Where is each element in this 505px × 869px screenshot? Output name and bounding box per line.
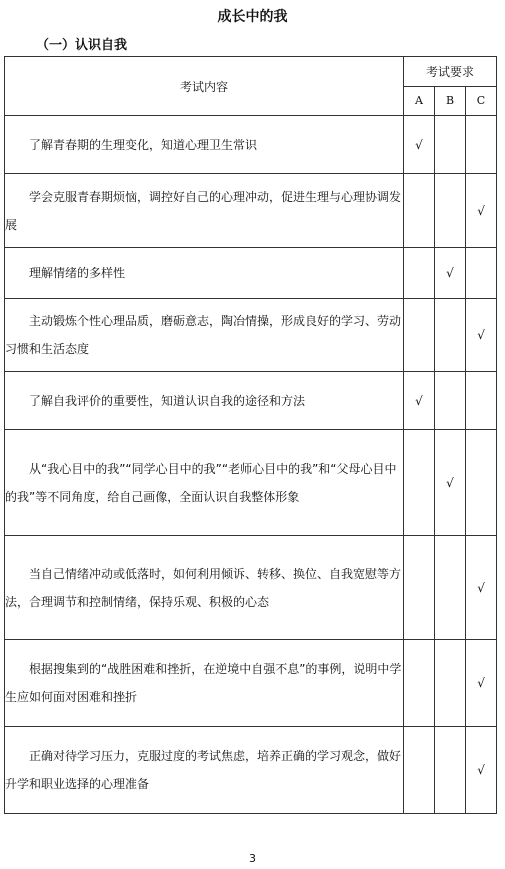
mark-a bbox=[404, 299, 435, 372]
section-title: （一）认识自我 bbox=[36, 38, 128, 53]
row-content: 学会克服青春期烦恼，调控好自己的心理冲动，促进生理与心理协调发展 bbox=[5, 174, 404, 248]
table-row bbox=[5, 727, 497, 814]
exam-requirements-table bbox=[4, 56, 497, 814]
mark-b bbox=[435, 116, 466, 174]
mark-b bbox=[435, 640, 466, 727]
mark-c bbox=[466, 116, 497, 174]
mark-a bbox=[404, 174, 435, 248]
page-title: 成长中的我 bbox=[217, 9, 288, 25]
mark-b bbox=[435, 299, 466, 372]
mark-b bbox=[435, 536, 466, 640]
mark-a bbox=[404, 430, 435, 536]
check-mark-c: √ bbox=[466, 299, 497, 372]
mark-b bbox=[435, 727, 466, 814]
header-requirement: 考试要求 bbox=[404, 57, 497, 87]
header-content: 考试内容 bbox=[5, 57, 404, 116]
table-row bbox=[5, 430, 497, 536]
mark-a bbox=[404, 727, 435, 814]
mark-b bbox=[435, 174, 466, 248]
header-level-b: B bbox=[435, 86, 466, 116]
mark-a bbox=[404, 536, 435, 640]
row-content: 主动锻炼个性心理品质，磨砺意志，陶冶情操，形成良好的学习、劳动习惯和生活态度 bbox=[5, 299, 404, 372]
mark-c bbox=[466, 430, 497, 536]
check-mark-a: √ bbox=[404, 116, 435, 174]
header-level-a: A bbox=[404, 86, 435, 116]
row-content: 正确对待学习压力，克服过度的考试焦虑，培养正确的学习观念，做好升学和职业选择的心理准备 bbox=[5, 727, 404, 814]
table-row bbox=[5, 174, 497, 248]
mark-a bbox=[404, 640, 435, 727]
table-row bbox=[5, 116, 497, 174]
check-mark-c: √ bbox=[466, 727, 497, 814]
table-row bbox=[5, 299, 497, 372]
table-row bbox=[5, 248, 497, 299]
row-content: 根据搜集到的“战胜困难和挫折，在逆境中自强不息”的事例，说明中学生应如何面对困难和挫折 bbox=[5, 640, 404, 727]
mark-c bbox=[466, 372, 497, 430]
row-content: 了解自我评价的重要性，知道认识自我的途径和方法 bbox=[5, 372, 404, 430]
header-level-c: C bbox=[466, 86, 497, 116]
table-row bbox=[5, 640, 497, 727]
check-mark-c: √ bbox=[466, 174, 497, 248]
row-content: 了解青春期的生理变化，知道心理卫生常识 bbox=[5, 116, 404, 174]
page-number: 3 bbox=[249, 852, 256, 865]
row-content: 当自己情绪冲动或低落时，如何利用倾诉、转移、换位、自我宽慰等方法，合理调节和控制情绪，保持乐观、积极的心态 bbox=[5, 536, 404, 640]
check-mark-b: √ bbox=[435, 248, 466, 299]
mark-c bbox=[466, 248, 497, 299]
check-mark-c: √ bbox=[466, 640, 497, 727]
row-content: 从“我心目中的我”“同学心目中的我”“老师心目中的我”和“父母心目中的我”等不同角度，给自己画像，全面认识自我整体形象 bbox=[5, 430, 404, 536]
mark-a bbox=[404, 248, 435, 299]
table-row bbox=[5, 536, 497, 640]
row-content: 理解情绪的多样性 bbox=[5, 248, 404, 299]
table-header-row bbox=[5, 57, 497, 87]
check-mark-a: √ bbox=[404, 372, 435, 430]
table-row bbox=[5, 372, 497, 430]
check-mark-b: √ bbox=[435, 430, 466, 536]
check-mark-c: √ bbox=[466, 536, 497, 640]
mark-b bbox=[435, 372, 466, 430]
